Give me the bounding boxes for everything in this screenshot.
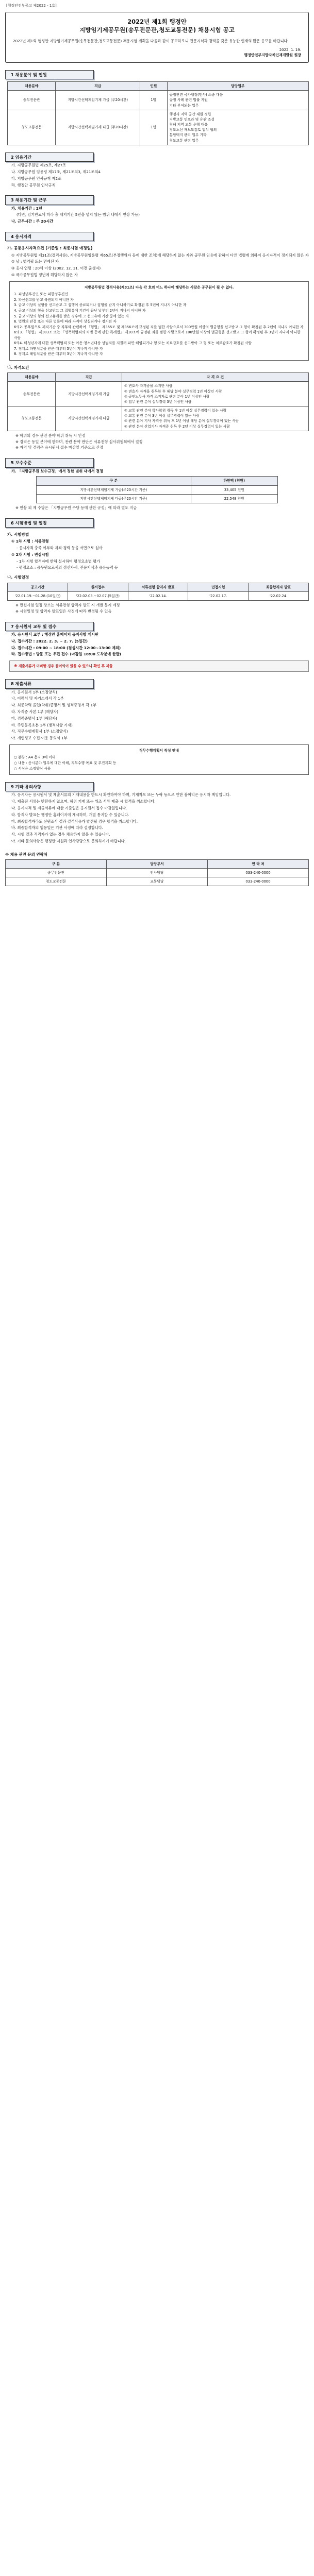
grade-cell: 지방시간선택제임기제 가급 — [56, 382, 122, 406]
schedule-cell: '22.02.24. — [249, 591, 309, 600]
col-header: 서류전형 합격자 발표 — [128, 583, 188, 591]
section-heading: 2 임용기간 — [5, 152, 94, 162]
dept-cell: 교통담당 — [107, 877, 208, 886]
list-item: - 1차 시험 합격자에 한해 실시하며 평정요소별 평가 — [16, 558, 101, 564]
col-header: 면접시험 — [188, 583, 249, 591]
col-header: 공고기간 — [8, 583, 68, 591]
section-exam — [5, 518, 309, 615]
list-item: ① 지방공무원법 제31조(결격사유), 지방공무원임용령 제65조(부정행위자 등에 대한 조치)에 해당하지 않는 자와 공무원 임용에 관하여 다른 법령에 의하여 응시자격이 정지되지 않은 자 — [11, 252, 309, 258]
table-row — [6, 869, 309, 877]
duty-item: 청도노선 재보도검토 업무 협의 — [169, 128, 217, 132]
sub-heading: 가. 시험방법 — [7, 532, 29, 537]
list-item: ③ 응시 연령 : 20세 이상 (2002. 12. 31. 이전 출생자) — [11, 266, 101, 271]
section-term — [5, 195, 309, 225]
salary-table — [36, 476, 278, 503]
grade-cell: 지방시간선택제임기제 가급 (주20시간) — [56, 91, 140, 110]
section-heading: 5 보수수준 — [5, 458, 94, 467]
list-item: 가. 응시자는 응시원서 및 제출서류의 기재내용을 반드시 확인하여야 하며, 기재착오 또는 누락 등으로 인한 불이익은 응시자 책임입니다. — [11, 792, 231, 798]
duties-cell — [167, 91, 309, 110]
duty-item: 기타 부여되는 업무 — [169, 103, 199, 108]
list-item: 나. 지방공무원 임용령 제17조, 제21조의3, 제21조의4 — [11, 169, 101, 174]
section-heading: 4 응시자격 — [5, 232, 94, 241]
sub-heading: 나. 자격요건 — [7, 365, 29, 370]
col-header: 연 락 처 — [208, 859, 309, 868]
type-cell: 송무전문관 — [6, 869, 107, 877]
box-item: ○ 분량 : A4 용지 3매 이내 — [14, 755, 56, 760]
list-item: 마. 경력증명서 1부 (해당자) — [11, 716, 57, 721]
phone-cell: 033-240-0000 — [208, 877, 309, 886]
section-heading: 6 시험방법 및 일정 — [5, 518, 94, 528]
note: ※ 연봉 외 제 수당은 「지방공무원 수당 등에 관한 규정」에 따라 별도 지급 — [15, 505, 137, 510]
box-item: 5. 금고 이상의 형의 선고유예를 받은 경우에 그 선고유예 기간 중에 있는 자 — [14, 314, 129, 318]
section-heading: 8 제출서류 — [5, 679, 94, 688]
reqs-cell — [122, 382, 308, 406]
section-application — [5, 622, 309, 672]
col-header: 채용분야 — [8, 81, 56, 90]
duty-item: 공정관련 국가행정(민사) 소송 대응 — [169, 93, 223, 97]
list-item: 가. 지방공무원법 제25조, 제27조 — [11, 163, 67, 168]
col-header: 자 격 요 건 — [122, 373, 308, 382]
list-item: 가. 응시원서 1부 (소정양식) — [11, 689, 57, 694]
list-item: 나. 근무시간 : 주 20시간 — [11, 219, 54, 224]
box-item: 1. 피성년후견인 또는 피한정후견인 — [14, 292, 68, 297]
dept-cell: 인사담당 — [107, 869, 208, 877]
box-item: ○ 서식은 소정양식 사용 — [14, 766, 51, 771]
table-row — [8, 406, 309, 431]
field-cell: 송무전문관 — [8, 382, 56, 406]
col-header: 원서접수 — [68, 583, 128, 591]
document-page — [0, 0, 314, 896]
box-item: 7. 징계로 파면처분을 받은 때부터 5년이 지나지 아니한 자 — [14, 346, 103, 351]
list-item: 나. 이력서 및 자기소개서 각 1부 — [11, 696, 64, 701]
col-header: 최종합격자 발표 — [249, 583, 309, 591]
note: ※ 학위의 경우 관련 분야 학위 취득 시 인정 — [15, 433, 86, 438]
list-item: 사. 직무수행계획서 1부 (소정양식) — [11, 729, 68, 734]
requirements-table — [7, 372, 309, 431]
list-item: 라. 합격자 발표는 행정안 홈페이지에 게시하며, 개별 통지할 수 있습니다. — [11, 812, 129, 817]
table-row — [8, 110, 309, 145]
plan-guide-box — [9, 744, 309, 775]
phone-cell: 033-240-0000 — [208, 869, 309, 877]
list-item: 마. 최종합격자라도 신원조사 결과 결격사유가 발견될 경우 합격을 취소합니다. — [11, 819, 138, 824]
schedule-cell: '22.01.19.~01.28.(10일간) — [8, 591, 68, 600]
notice-date: 2022. 1. 19. — [279, 47, 301, 52]
doc-tag: [행정안전부공고 제2022 - 1호] — [6, 4, 57, 8]
amount-cell: 33,405 천원 — [191, 485, 277, 494]
duty-item: 통합택지 관리 업무 기타 — [169, 133, 207, 138]
box-title: 지방공무원법 결격사유(제31조) 다음 각 호의 어느 하나에 해당하는 사람은 공무원이 될 수 없다. — [84, 285, 234, 290]
field-cell: 청도교통전문 — [8, 110, 56, 145]
list-item: 라. 접수방법 : 방문 또는 우편 접수 (마감일 18:00 도착분에 한함) — [11, 652, 121, 657]
box-item: 8. 징계로 해임처분을 받은 때부터 3년이 지나지 아니한 자 — [14, 352, 103, 357]
req-item: ③ 공인노무사 자격 소지자로 관련 분야 1년 이상인 사람 — [124, 394, 210, 399]
amount-cell: 22,548 천원 — [191, 494, 277, 503]
box-item: 6의4. 미성년자에 대한 성폭력범죄 또는 아동·청소년대상 성범죄를 저질러 파면·해임되거나 형 또는 치료감호를 선고받아 그 형 또는 치료감호가 확정된 사람 — [14, 341, 252, 346]
schedule-cell: '22.02.14. — [128, 591, 188, 600]
req-item: ① 교통 관련 분야 학사학위 취득 후 1년 이상 실무경력이 있는 사람 — [124, 409, 227, 413]
sub-heading: 가. 공통응시자격요건 (기준일 : 최종시험 예정일) — [7, 246, 93, 251]
list-item: 라. 자격증 사본 1부 (해당자) — [11, 709, 59, 714]
section-heading: 7 응시원서 교부 및 접수 — [5, 622, 94, 631]
contact-table — [5, 859, 309, 887]
table-row — [37, 494, 278, 503]
table-row — [8, 382, 309, 406]
field-cell: 송무전문관 — [8, 91, 56, 110]
schedule-cell: '22.02.17. — [188, 591, 249, 600]
list-item: 가. 「지방공무원 보수규정」에서 정한 범위 내에서 결정 — [11, 468, 103, 473]
list-item: - 평정요소 : 공무원으로서의 정신자세, 전문지식과 응용능력 등 — [16, 565, 118, 570]
list-item: 다. 지방공무원 인사규칙 제2조 — [11, 176, 62, 181]
note: ※ 자격 및 경력은 응시원서 접수 마감일 기준으로 산정 — [15, 445, 104, 450]
list-item: 다. 최종학력 졸업(학위)증명서 및 성적증명서 각 1부 — [11, 703, 97, 708]
list-item: 가. 응시원서 교부 : 행정안 홈페이지 공지사항 게시판 — [11, 632, 98, 637]
list-item: ① 1차 시험 : 서류전형 — [11, 539, 49, 544]
col-header: 인원 — [140, 81, 167, 90]
col-header: 구 분 — [37, 477, 191, 485]
duties-cell — [167, 110, 309, 145]
list-item: 아. 개인정보 수집·이용 동의서 1부 — [11, 736, 68, 741]
req-item: ③ 관련 분야 기사 자격증 취득 후 1년 이상 해당 분야 실무경력이 있는 사람 — [124, 419, 239, 423]
col-header: 구 분 — [6, 859, 107, 868]
section-documents — [5, 679, 309, 775]
title-box — [5, 12, 309, 63]
title-line-2: 지방임기제공무원(송무전문관,청도교통전문) 채용시험 공고 — [79, 26, 235, 34]
col-header: 직급 — [56, 373, 122, 382]
box-item: 6. 법원의 판결 또는 다른 법률에 따라 자격이 상실되거나 정지된 자 — [14, 319, 117, 324]
box-item: 4. 금고 이상의 형을 선고받고 그 집행유예 기간이 끝난 날부터 2년이 지나지 아니한 자 — [14, 308, 146, 313]
req-item: ① 변호사 자격증을 소지한 사람 — [124, 384, 173, 388]
title-line-1: 2022년 제1회 행정안 — [127, 18, 187, 25]
list-item: - 응시자격 충족 여부와 자격·경력 등을 서면으로 심사 — [16, 546, 103, 551]
duty-item: 지방교통 인프라 및 유관 조성 — [169, 117, 214, 122]
duty-item: 규정 사례 관련 법률 지원 — [169, 98, 208, 103]
section-eligibility — [5, 232, 309, 451]
list-item: 바. 주민등록초본 1부 (병적사항 기재) — [11, 722, 73, 727]
recruitment-table — [7, 81, 309, 145]
box-item: 6의2. 공무원으로 재직기간 중 직무와 관련하여 「형법」 제355조 및 제356조에 규정된 죄를 범한 사람으로서 300만원 이상의 벌금형을 선고받고 그 형이 확정된 후 2년이 지나지 아니한 자 — [14, 325, 304, 329]
note: ※ 경력은 동일 분야에 한하며, 관련 분야 판단은 서류전형 심사위원회에서 결정 — [15, 439, 143, 444]
table-row — [37, 485, 278, 494]
list-item: ② 2차 시험 : 면접시험 — [11, 552, 49, 557]
note: ※ 시험일정 및 합격자 발표일은 사정에 따라 변경될 수 있음 — [15, 608, 112, 614]
list-item: 사. 시험 결과 적격자가 없는 경우 채용하지 않을 수 있습니다. — [11, 832, 110, 837]
count-cell: 1명 — [140, 110, 167, 145]
duty-item: 청해 지역 교통 운행 대응 — [169, 123, 208, 127]
schedule-table — [7, 583, 309, 601]
list-item: ④ 국가공무원법 정년에 해당하지 않은 자 — [11, 273, 78, 278]
list-item: (다만, 임기만료에 따라 총 채지기간 5년을 넘지 않는 범위 내에서 연장 가능) — [16, 212, 140, 217]
req-item: ② 변호사 자격을 취득한 후 해당 분야 실무경력 1년 이상인 사람 — [124, 389, 222, 394]
count-cell: 1명 — [140, 91, 167, 110]
intro-text: 2022년 제1회 행정안 지방임기제공무원(송무전문관,청도교통전문) 채용시험 계획을 다음과 같이 공고하오니 전문지식과 경력을 갖춘 유능한 인재의 많은 응모를 바랍니다. — [13, 38, 289, 43]
col-header: 담당업무 — [167, 81, 309, 90]
list-item: 가. 채용기간 : 2년 — [11, 206, 42, 211]
notice-box — [9, 660, 309, 672]
grade-cell: 지방시간선택제임기제 가급(주20시간 기준) — [37, 485, 191, 494]
section-legal-basis — [5, 152, 309, 188]
box-title: 직무수행계획서 작성 안내 — [139, 748, 179, 753]
list-item: 나. 접수기간 : 2022. 2. 3. ~ 2. 7. (5일간) — [11, 638, 88, 643]
list-item: 나. 제출된 서류는 반환하지 않으며, 허위 기재 또는 위조 서류 제출 시 합격을 취소합니다. — [11, 799, 156, 804]
duty-item: 행정사 지역 공간 재원 정립 — [169, 112, 211, 116]
section-heading: 9 기타 유의사항 — [5, 782, 94, 791]
duty-item: 청도교통 관련 업무 — [169, 138, 199, 143]
grade-cell: 지방시간선택제임기제 다급 — [56, 406, 122, 431]
box-item: 3. 금고 이상의 실형을 선고받고 그 집행이 종료되거나 집행을 받지 아니하기로 확정된 후 5년이 지나지 아니한 자 — [14, 303, 187, 308]
field-cell: 청도교통전문 — [8, 406, 56, 431]
table-row — [8, 591, 309, 600]
req-item: ② 교통 관련 분야 3년 이상 실무경력이 있는 사람 — [124, 414, 200, 418]
disqualification-box — [9, 281, 309, 361]
reqs-cell — [122, 406, 308, 431]
grade-cell: 지방시간선택제임기제 다급 (주20시간) — [56, 110, 140, 145]
box-item: 2. 파산선고를 받고 복권되지 아니한 자 — [14, 297, 74, 302]
list-item: 라. 행정안 공무원 인사규칙 — [11, 182, 56, 188]
grade-cell: 지방시간선택제임기제 다급(주20시간 기준) — [37, 494, 191, 503]
table-row — [6, 877, 309, 886]
issuing-org: 행정안전부지방자치인재개발원 원장 — [244, 53, 301, 58]
schedule-cell: '22.02.03.~02.07.(5일간) — [68, 591, 128, 600]
section-heading: 3 채용기간 및 근무 — [5, 195, 94, 205]
list-item: 다. 응시자격 및 제출서류에 대한 기준일은 응시원서 접수 마감일입니다. — [11, 805, 127, 810]
list-item: 다. 접수시간 : 09:00 ~ 18:00 (점심시간 12:00~13:00 제외) — [11, 645, 121, 650]
contact-heading: ※ 채용 관련 문의 연락처 — [5, 852, 47, 857]
note: ※ 면접시험 일정·장소는 서류전형 합격자 발표 시 개별 통지 예정 — [15, 603, 120, 608]
req-item: ④ 관련 분야 산업기사 자격증 취득 후 2년 이상 실무경력이 있는 사람 — [124, 424, 230, 429]
section-salary — [5, 458, 309, 511]
notice-text: ※ 제출서류가 미비할 경우 불이익이 있을 수 있으니 확인 후 제출 — [14, 664, 113, 669]
box-item: 6의3. 「형법」 제303조 또는 「성폭력범죄의 처벌 등에 관한 특례법」 제10조에 규정된 죄를 범한 사람으로서 100만원 이상의 벌금형을 선고받고 그 형이 확정된 후 3년이 지나지 아니한 사람 — [14, 330, 301, 340]
list-item: ② 남 : 병역필 또는 면제된 자 — [11, 259, 59, 264]
col-header: 채용분야 — [8, 373, 56, 382]
col-header: 직급 — [56, 81, 140, 90]
section-heading: 1 채용분야 및 인원 — [5, 70, 94, 79]
section-recruitment — [5, 70, 309, 145]
type-cell: 청도교통전문 — [6, 877, 107, 886]
req-item: ④ 법무 관련 분야 실무경력 3년 이상인 사람 — [124, 399, 192, 404]
list-item: 바. 최종합격자의 임용일은 기관 사정에 따라 결정합니다. — [11, 825, 103, 831]
col-header: 담당부서 — [107, 859, 208, 868]
list-item: 아. 기타 문의사항은 행정안 지원과 인사담당으로 문의하시기 바랍니다. — [11, 838, 126, 843]
table-row — [8, 91, 309, 110]
section-notes — [5, 782, 309, 844]
sub-heading: 나. 시험일정 — [7, 575, 29, 580]
col-header: 하한액 (천원) — [191, 477, 277, 485]
box-item: ○ 내용 : 응시분야 업무에 대한 이해, 직무수행 목표 및 추진계획 등 — [14, 760, 117, 765]
